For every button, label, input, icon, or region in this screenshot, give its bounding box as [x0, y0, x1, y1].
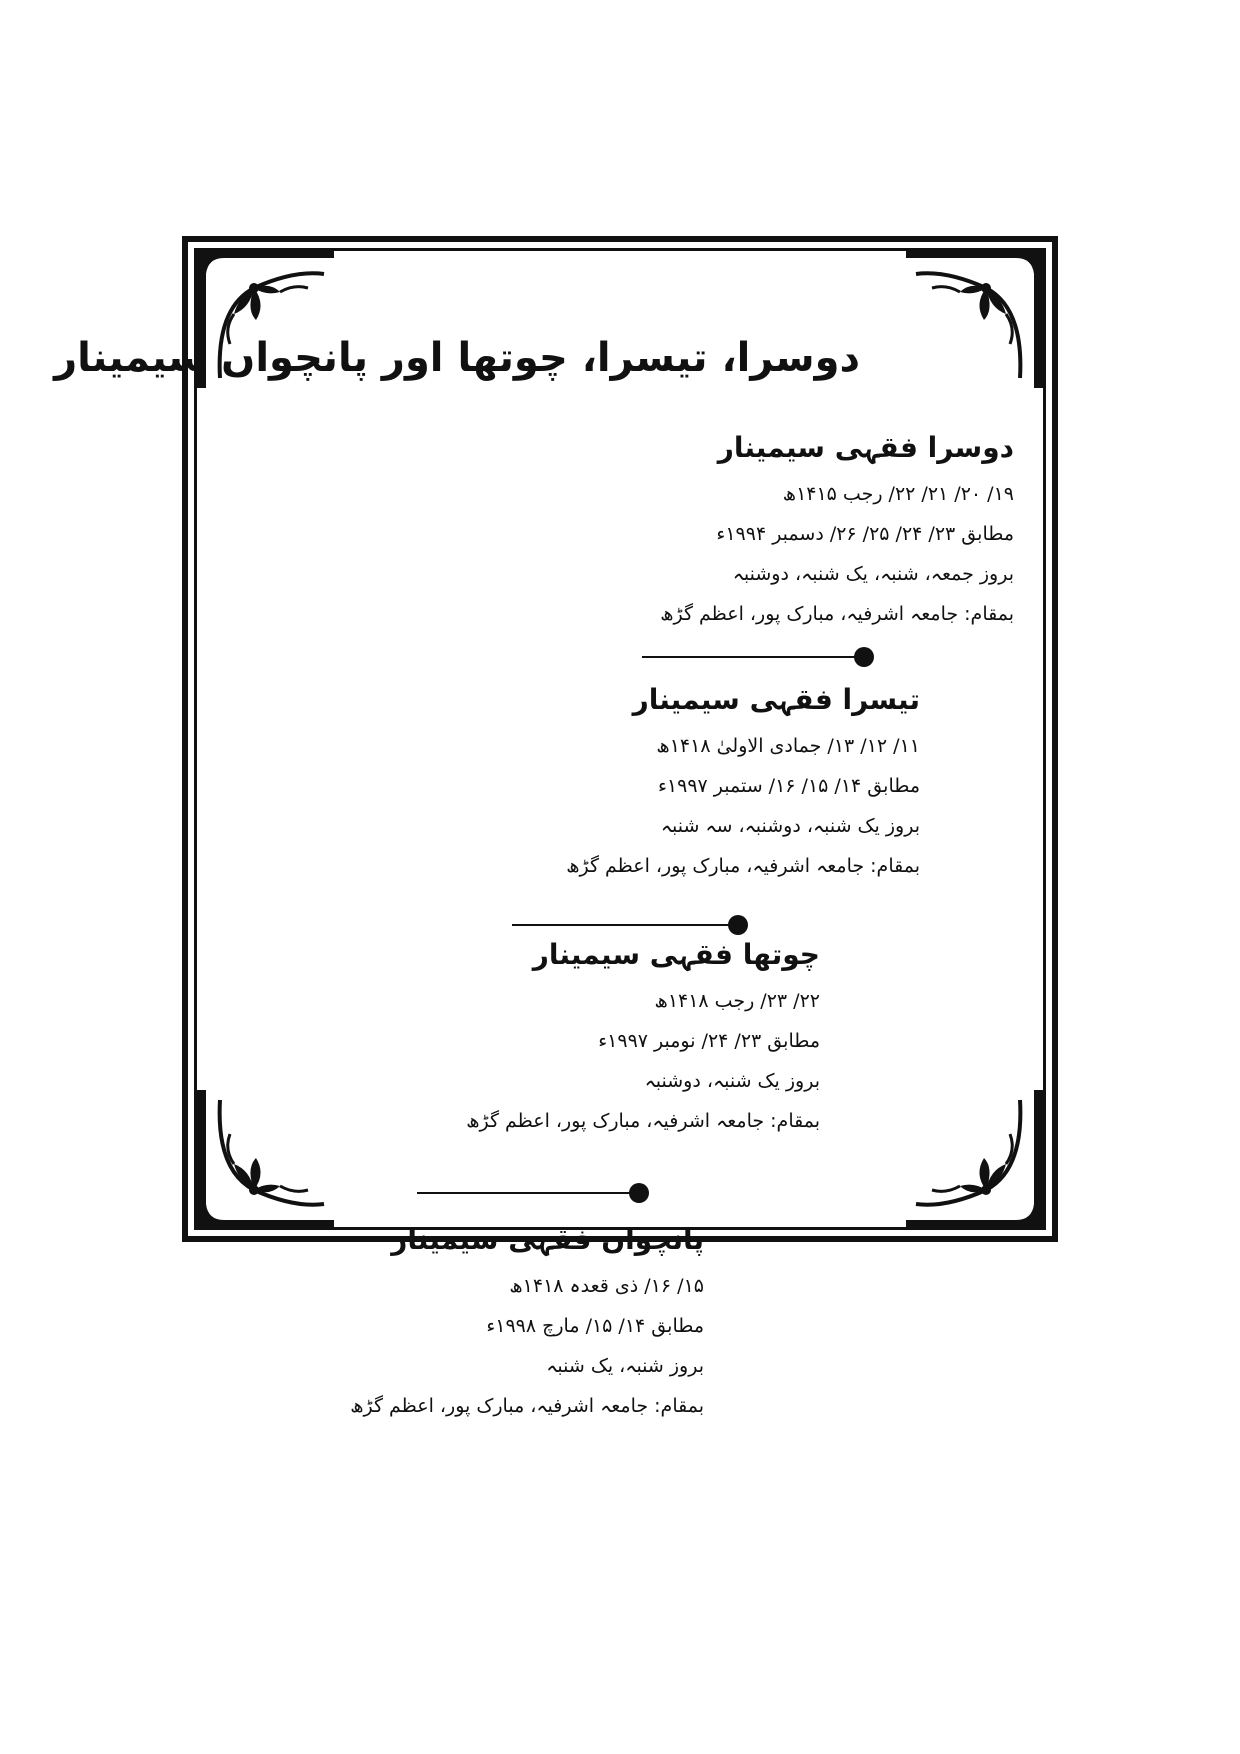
seminar-days: بروز جمعہ، شنبہ، یک شنبہ، دوشنبہ — [732, 563, 1014, 585]
corner-ornament-top-right-icon — [906, 248, 1046, 388]
seminar-third — [440, 680, 920, 882]
seminar-days: بروز شنبہ، یک شنبہ — [546, 1355, 704, 1377]
seminar-days: بروز یک شنبہ، دوشنبہ — [644, 1070, 820, 1092]
seminar-gregorian-date: مطابق ۲۳/ ۲۴/ ۲۵/ ۲۶/ دسمبر ۱۹۹۴ء — [716, 523, 1014, 545]
seminar-hijri-date: ۱۵/ ۱۶/ ذی قعدہ ۱۴۱۸ھ — [509, 1275, 704, 1297]
seminar-title: پانچواں فقہی سیمینار — [391, 1223, 704, 1256]
section-divider — [417, 1192, 639, 1194]
seminar-gregorian-date: مطابق ۱۴/ ۱۵/ مارچ ۱۹۹۸ء — [486, 1315, 704, 1337]
seminar-gregorian-date: مطابق ۱۴/ ۱۵/ ۱۶/ ستمبر ۱۹۹۷ء — [657, 775, 920, 797]
filled-circle-icon — [854, 647, 874, 667]
corner-ornament-bottom-left-icon — [194, 1090, 334, 1230]
section-divider — [642, 656, 864, 658]
seminar-second — [534, 428, 1014, 630]
seminar-days: بروز یک شنبہ، دوشنبہ، سہ شنبہ — [660, 815, 920, 837]
seminar-fourth — [340, 935, 820, 1137]
seminar-venue: بمقام: جامعہ اشرفیہ، مبارک پور، اعظم گڑھ — [466, 1110, 820, 1132]
filled-circle-icon — [728, 915, 748, 935]
page-title: دوسرا، تیسرا، چوتھا اور پانچواں سیمینار — [54, 335, 860, 381]
seminar-title: تیسرا فقہی سیمینار — [632, 683, 920, 716]
seminar-fifth — [224, 1220, 704, 1422]
seminar-venue: بمقام: جامعہ اشرفیہ، مبارک پور، اعظم گڑھ — [350, 1395, 704, 1417]
section-divider — [512, 924, 738, 926]
seminar-title: چوتھا فقہی سیمینار — [532, 938, 820, 971]
seminar-title: دوسرا فقہی سیمینار — [717, 431, 1014, 464]
seminar-hijri-date: ۱۹/ ۲۰/ ۲۱/ ۲۲/ رجب ۱۴۱۵ھ — [782, 483, 1014, 505]
corner-ornament-bottom-right-icon — [906, 1090, 1046, 1230]
seminar-venue: بمقام: جامعہ اشرفیہ، مبارک پور، اعظم گڑھ — [566, 855, 920, 877]
seminar-hijri-date: ۲۲/ ۲۳/ رجب ۱۴۱۸ھ — [654, 990, 820, 1012]
filled-circle-icon — [629, 1183, 649, 1203]
seminar-hijri-date: ۱۱/ ۱۲/ ۱۳/ جمادی الاولیٰ ۱۴۱۸ھ — [656, 735, 920, 757]
seminar-venue: بمقام: جامعہ اشرفیہ، مبارک پور، اعظم گڑھ — [660, 603, 1014, 625]
seminar-gregorian-date: مطابق ۲۳/ ۲۴/ نومبر ۱۹۹۷ء — [598, 1030, 820, 1052]
